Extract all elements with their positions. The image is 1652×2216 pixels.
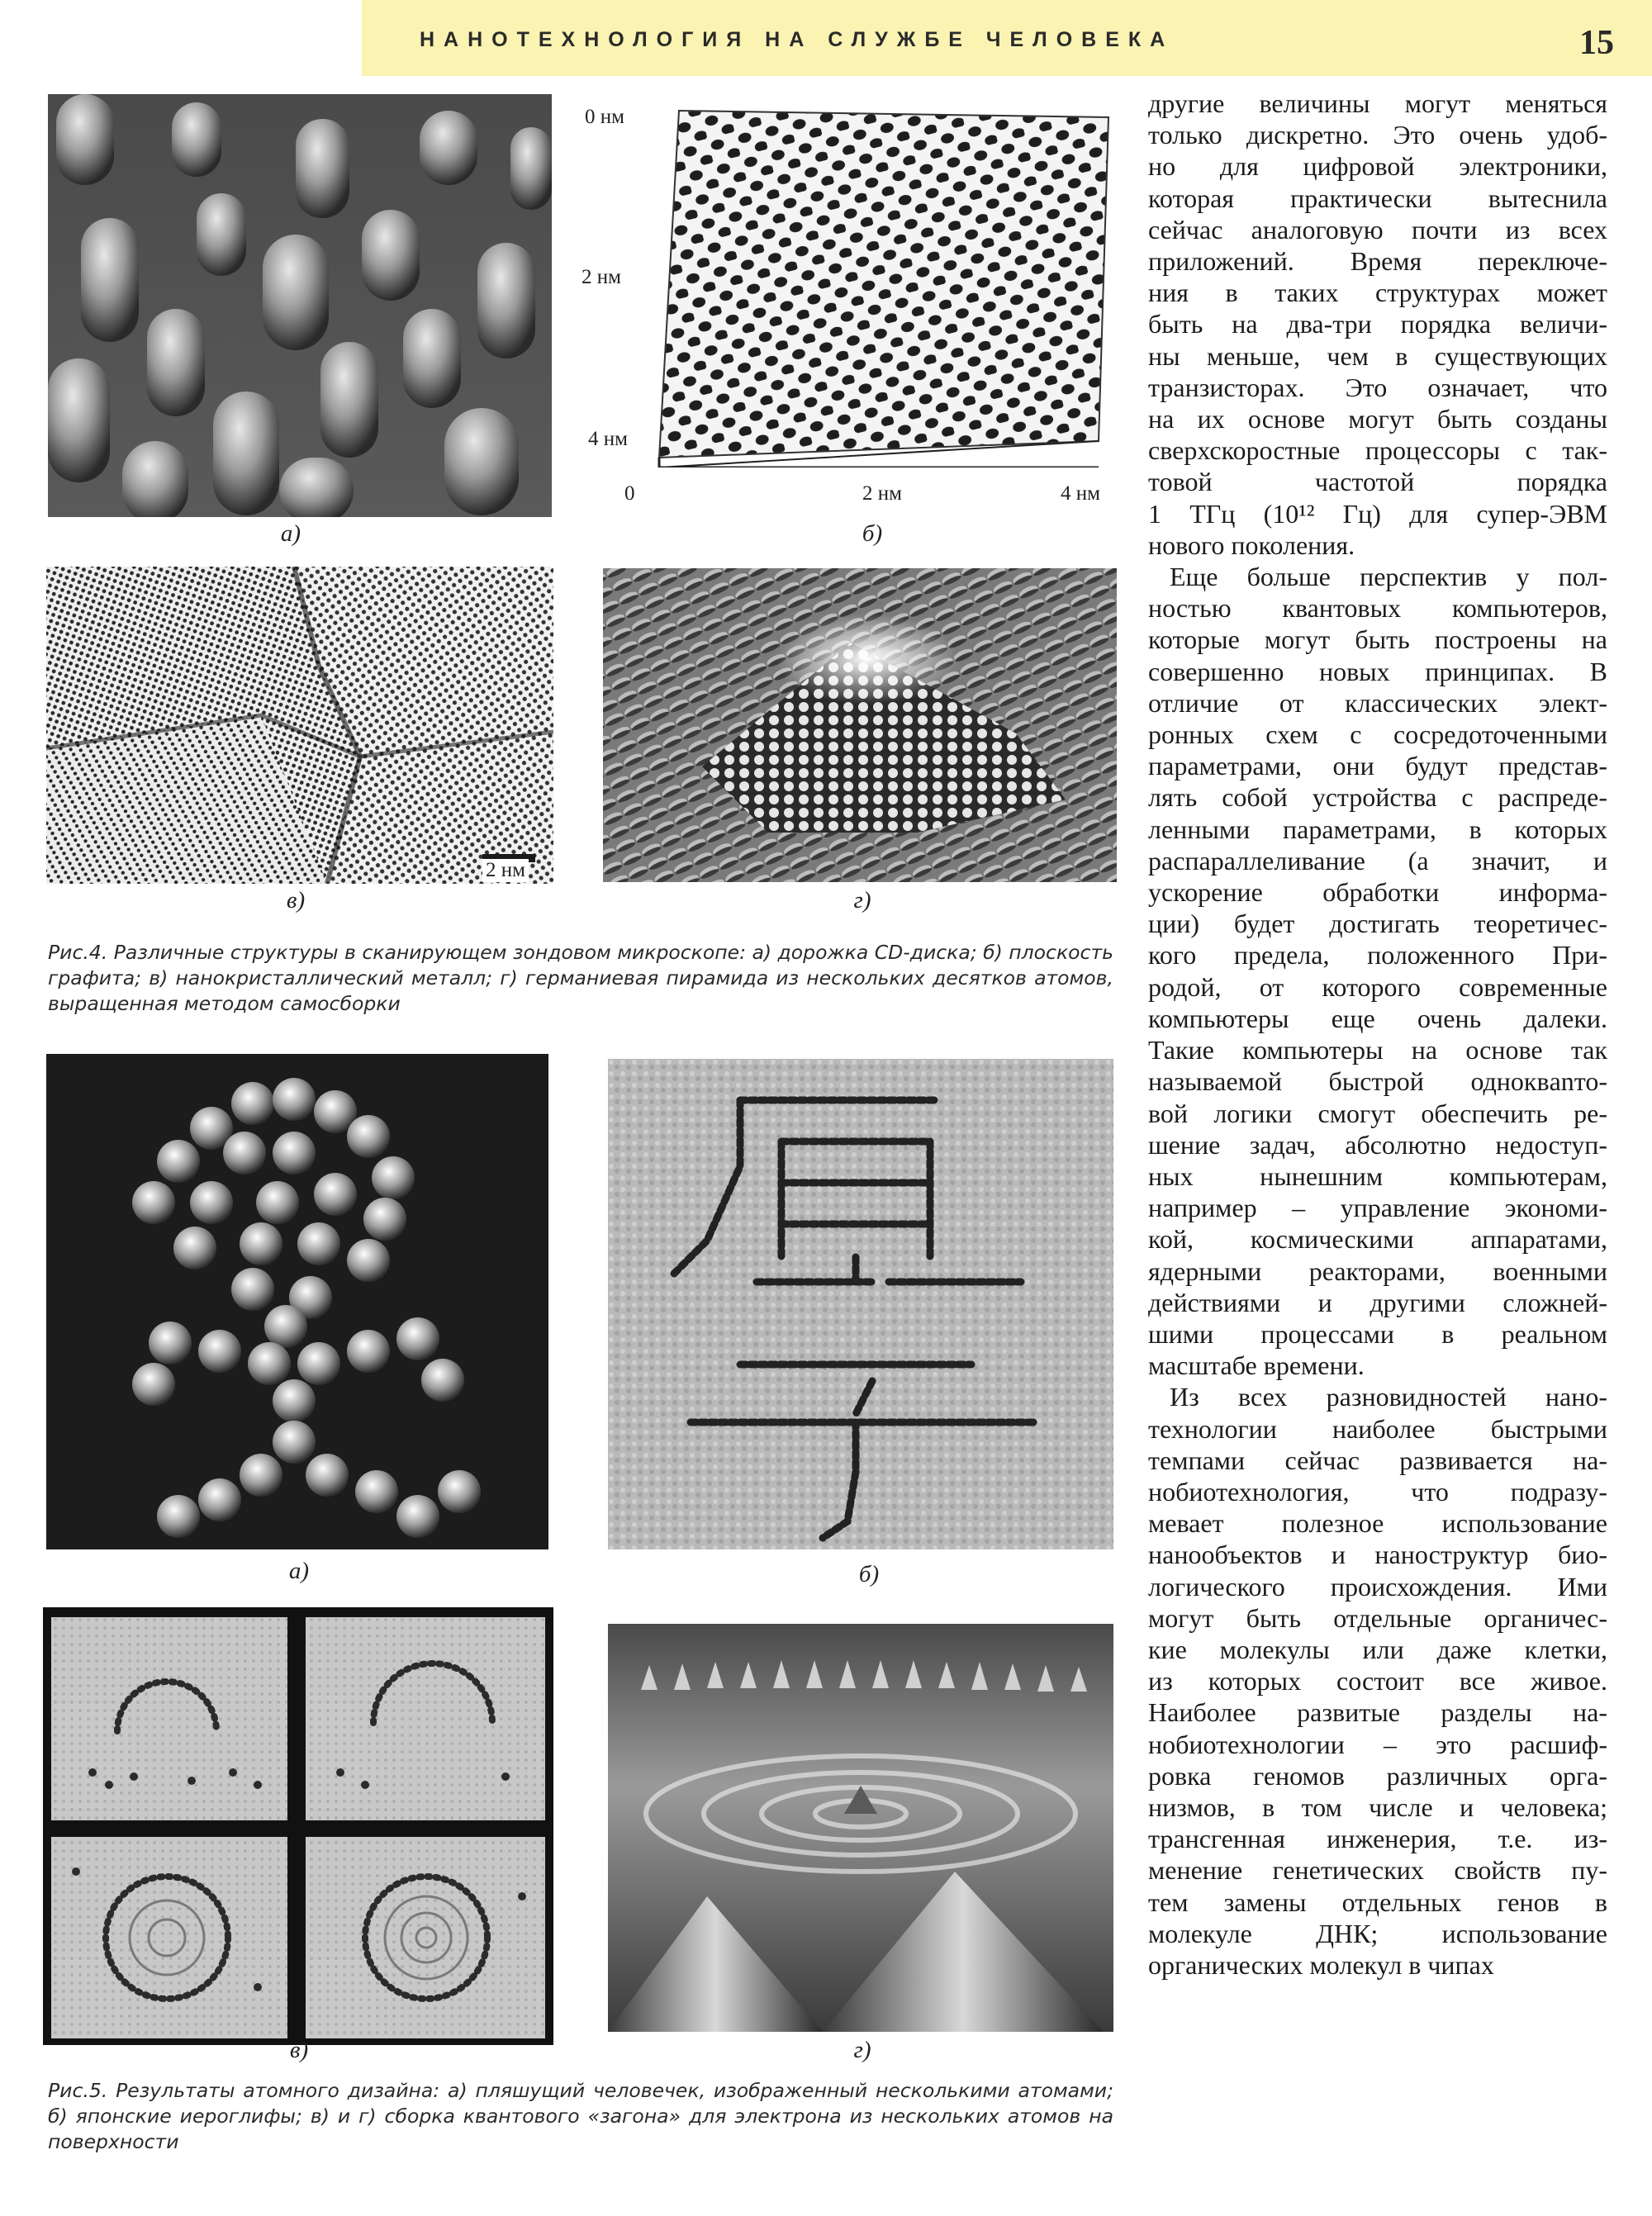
body-line: нобиотехнология, что подразу- [1148,1476,1607,1507]
body-line: вой логики смогут обеспечить ре- [1148,1098,1607,1128]
fig4-x-tick-4: 4 нм [1061,482,1100,505]
body-line: Еще больше перспектив у пол- [1170,562,1607,592]
body-line: темпами сейчас развивается на- [1148,1445,1607,1475]
fig5-label-c: в) [289,2037,309,2063]
body-line: параметрами, они будут представ- [1148,751,1607,781]
fig4-label-c: в) [286,887,306,913]
fig5-hieroglyphs-image [608,1059,1113,1549]
body-line: ностью квантовых компьютеров, [1148,593,1607,624]
body-line: нового поколения. [1148,529,1355,560]
body-line: ядерными реакторами, военными [1148,1255,1607,1286]
body-line: из которых состоит все живое. [1148,1666,1607,1696]
body-line: Из всех разновидностей нано- [1170,1382,1607,1412]
body-line: шими процессами в реальном [1148,1318,1607,1349]
fig5-label-d: г) [853,2037,871,2063]
body-line: отличие от классических элект- [1148,687,1607,718]
fig4-label-b: б) [862,520,883,547]
body-line: лять собой устройства с распреде- [1148,782,1607,813]
fig5-label-a: а) [288,1558,310,1584]
body-line: нанообъектов и наноструктур био- [1148,1540,1607,1570]
body-line: приложений. Время переключе- [1148,246,1607,277]
body-line: трансгенная инженерия, т.е. из- [1148,1824,1607,1854]
fig4-graphite-image [641,104,1112,467]
body-line: менение генетических свойств пу- [1148,1855,1607,1886]
fig4-cd-track-image [48,94,552,517]
body-line: кие молекулы или даже клетки, [1148,1634,1607,1664]
body-line: родой, от которого современные [1148,971,1607,1002]
body-line: кой, космическими аппаратами, [1148,1224,1607,1255]
body-line: шение задач, абсолютно недоступ- [1148,1129,1607,1160]
page-number: 15 [1579,24,1614,62]
fig4-x-tick-0: 0 [624,482,635,505]
fig4-pyramid-image [603,568,1117,882]
body-line: которые могут быть построены на [1148,624,1607,655]
body-text-column [1148,88,1607,1981]
body-line: сейчас аналоговую почти из всех [1148,214,1607,244]
body-line: транзисторах. Это означает, что [1148,372,1607,402]
fig4-scale-bar-label: 2 нм [482,859,529,882]
fig4-label-d: г) [853,887,871,913]
body-line: логического происхождения. Ими [1148,1571,1607,1601]
fig5-dancing-man-image [46,1054,548,1549]
body-line: ровка геномов различных орга- [1148,1760,1607,1791]
fig5-caption: Рис.5. Результаты атомного дизайна: а) пляшущий человечек, изображенный несколькими атомами; б) японские иероглифы; в) и г) сборка квантового «загона» для электрона из нескольких атомов на поверхности [48,2079,1113,2153]
body-line: товой частотой порядка [1148,467,1607,497]
fig4-caption: Рис.4. Различные структуры в сканирующем зондовом микроскопе: а) дорожка CD-диска; б) плоскость графита; в) нанокристаллический металл; г) германиевая пирамида из нескольких десятков атомов, выращенная методом самосборки [48,941,1113,1015]
body-line: компьютеры еще очень далеки. [1148,1003,1607,1033]
fig4-label-a: а) [280,520,301,547]
body-line: тем замены отдельных генов в [1148,1886,1607,1917]
body-line: могут быть отдельные органичес- [1148,1602,1607,1633]
body-line: органических молекул в чипах [1148,1949,1494,1980]
body-line: называемой быстрой одноквanто- [1148,1066,1607,1097]
body-line: ускорение обработки информа- [1148,877,1607,908]
fig5-corral-sequence-image [43,1607,553,2045]
body-line: распараллеливание (а значит, и [1148,845,1607,875]
body-line: 1 ТГц (10¹² Гц) для супер-ЭВМ [1148,498,1607,529]
body-line: ции) будет достигать теоретичес- [1148,909,1607,939]
body-line: кого предела, положенного При- [1148,940,1607,970]
body-line: молекуле ДНК; использование [1148,1918,1607,1948]
body-line: мевает полезное использование [1148,1508,1607,1539]
body-line: действиями и другими сложней- [1148,1287,1607,1317]
body-line: масштабе времени. [1148,1350,1365,1381]
body-line: другие величины могут меняться [1148,88,1607,118]
fig5-corral-3d-image [608,1624,1113,2032]
fig5-label-b: б) [858,1561,880,1587]
fig4-x-tick-2: 2 нм [862,482,902,505]
body-line: ных нынешним компьютерам, [1148,1160,1607,1191]
body-line: ронных схем с сосредоточенными [1148,719,1607,750]
body-line: технологии наиболее быстрыми [1148,1413,1607,1444]
running-title: НАНОТЕХНОЛОГИЯ НА СЛУЖБЕ ЧЕЛОВЕКА [420,28,1175,51]
fig4-y-tick-0: 0 нм [585,106,624,128]
body-line: быть на два-три порядка величи- [1148,309,1607,339]
fig4-y-tick-2: 2 нм [582,266,621,288]
body-line: Наиболее развитые разделы на- [1148,1697,1607,1728]
body-line: но для цифровой электроники, [1148,151,1607,182]
fig4-y-tick-4: 4 нм [588,428,628,450]
body-line: на их основе могут быть созданы [1148,404,1607,434]
body-line: ны меньше, чем в существующих [1148,340,1607,371]
body-line: ния в таких структурах может [1148,278,1607,308]
body-line: Такие компьютеры на основе так [1148,1035,1607,1065]
fig4-metal-image [46,567,553,884]
body-line: которая практически вытеснила [1148,183,1607,213]
body-line: ленными параметрами, в которых [1148,814,1607,844]
body-line: например – управление экономи- [1148,1193,1607,1223]
body-line: только дискретно. Это очень удоб- [1148,120,1607,150]
body-line: сверхскоростные процессоры с так- [1148,435,1607,466]
body-line: нобиотехнологии – это расшиф- [1148,1729,1607,1759]
body-line: совершенно новых принципах. В [1148,656,1607,686]
body-line: низмов, в том числе и человека; [1148,1791,1607,1822]
